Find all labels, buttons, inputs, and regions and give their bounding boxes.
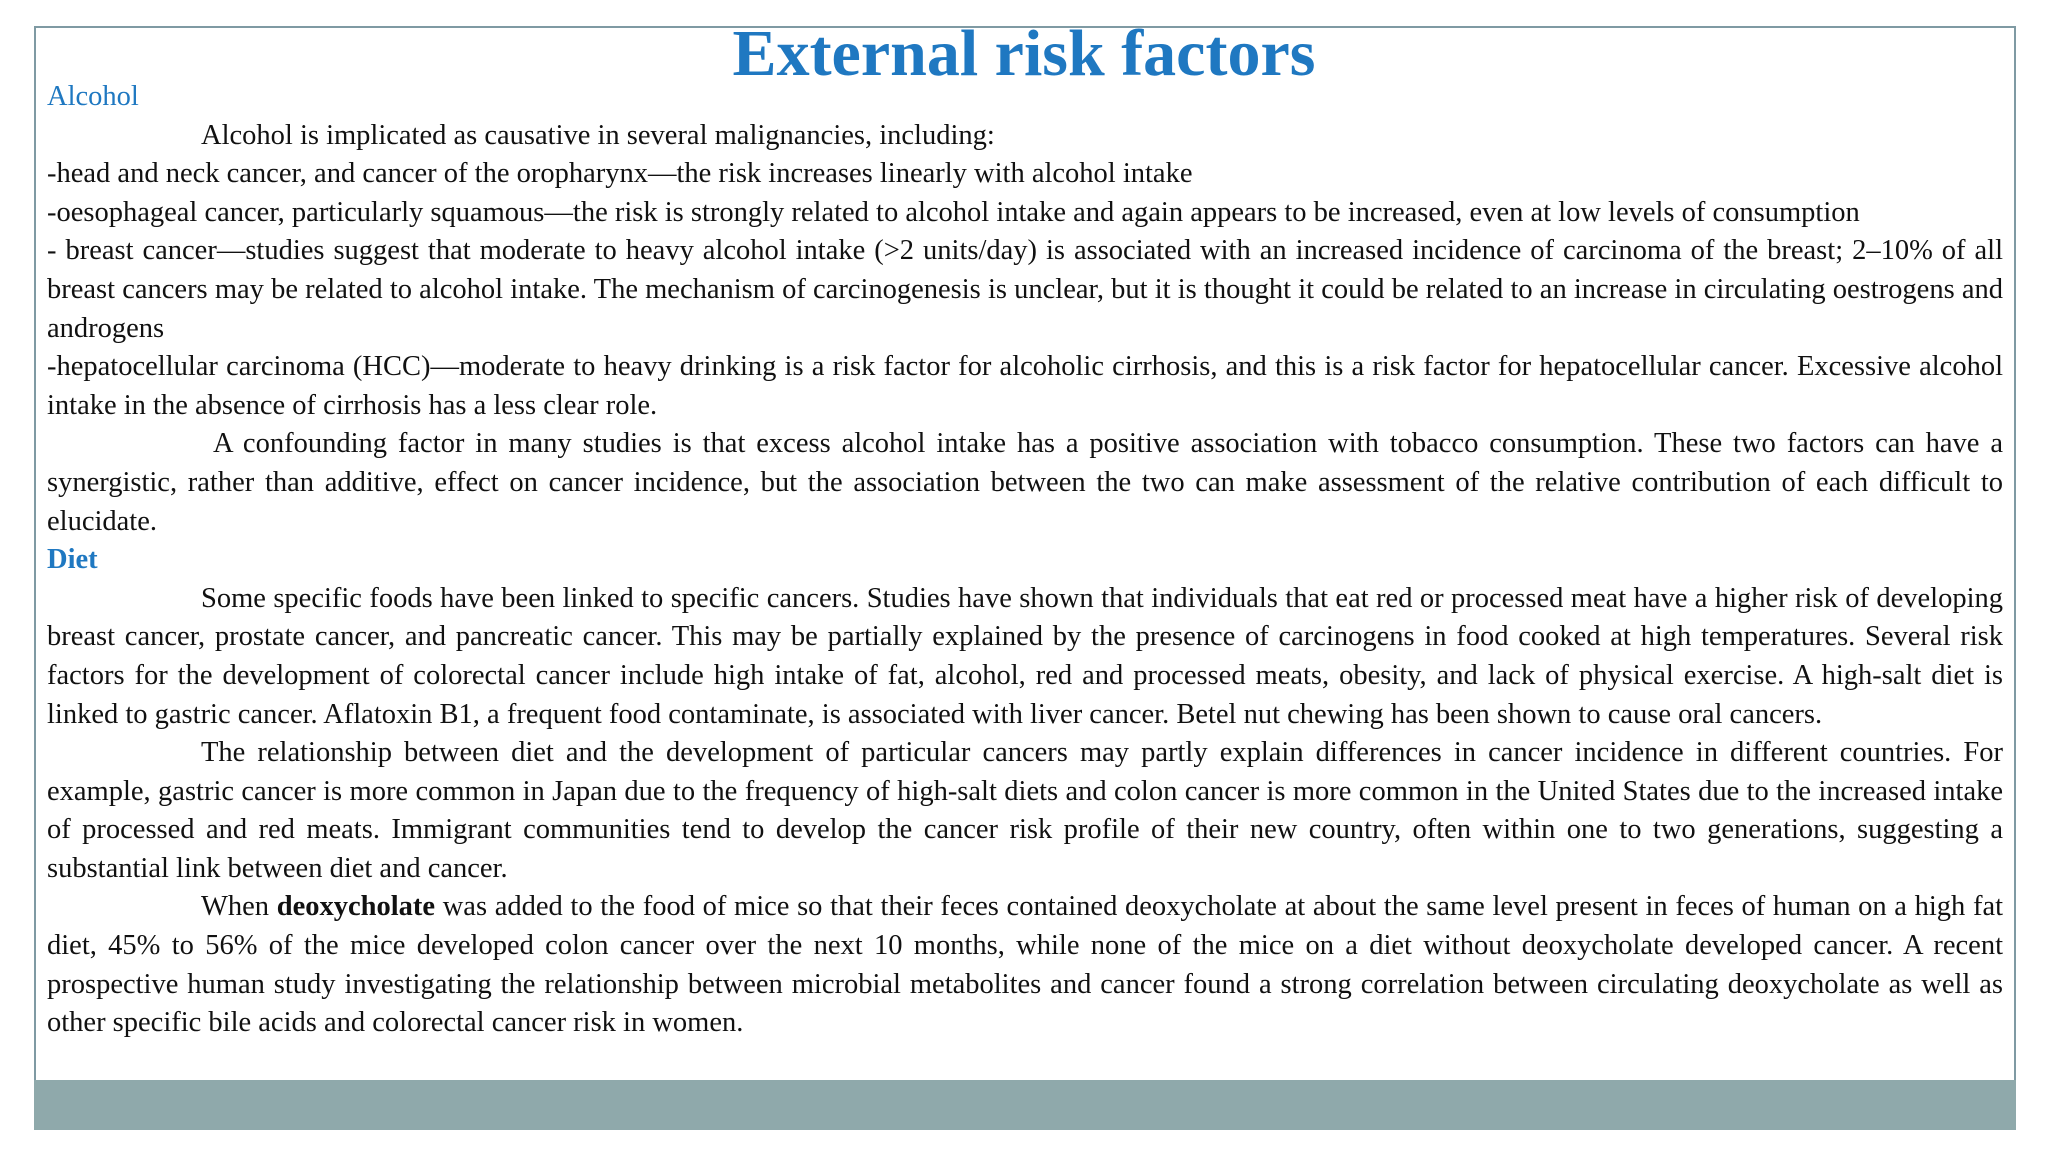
alcohol-item-oesophageal: -oesophageal cancer, particularly squamous—the risk is strongly related to alcohol intake and again appears to be increased, even at low levels of consumption: [47, 196, 1860, 228]
slide-body: [47, 78, 2003, 1043]
alcohol-intro: Alcohol is implicated as causative in several malignancies, including:: [201, 119, 995, 151]
deoxycholate-lead: When: [201, 891, 270, 923]
diet-paragraph-foods: Some specific foods have been linked to specific cancers. Studies have shown that individuals that eat red or processed meat have a higher risk of developing breast cancer, prostate cancer, and pancreatic cancer. This may be partially explained by the presence of carcinogens in food cooked at high temperatures. Several risk factors for the development of colorectal cancer include high intake of fat, alcohol, red and processed meats, obesity, and lack of physical exercise. A high-salt diet is linked to gastric cancer. Aflatoxin B1, a frequent food contaminate, is associated with liver cancer. Betel nut chewing has been shown to cause oral cancers.: [47, 582, 2003, 730]
diet-paragraph-countries: The relationship between diet and the development of particular cancers may partly explain differences in cancer incidence in different countries. For example, gastric cancer is more common in Japan due to the frequency of high-salt diets and colon cancer is more common in the United States due to the increased intake of processed and red meats. Immigrant communities tend to develop the cancer risk profile of their new country, often within one to two generations, suggesting a substantial link between diet and cancer.: [47, 737, 2003, 884]
deoxycholate-term: deoxycholate: [276, 891, 436, 923]
diet-heading: Diet: [47, 544, 98, 576]
diet-paragraph-deoxycholate: [47, 888, 2003, 1042]
alcohol-item-breast: - breast cancer—studies suggest that moderate to heavy alcohol intake (>2 units/day) is associated with an increased incidence of carcinoma of the breast; 2–10% of all breast cancers may be related to alcohol intake. The mechanism of carcinogenesis is unclear, but it is thought it could be related to an increase in circulating oestrogens and androgens: [47, 235, 2003, 344]
bottom-band: [34, 1080, 2016, 1130]
alcohol-confounding: A confounding factor in many studies is that excess alcohol intake has a positive association with tobacco consumption. These two factors can have a synergistic, rather than additive, effect on cancer incidence, but the association between the two can make assessment of the relative contribution of each difficult to elucidate.: [47, 428, 2003, 537]
slide-title: External risk factors: [732, 17, 1316, 90]
alcohol-item-head-neck: -head and neck cancer, and cancer of the oropharynx—the risk increases linearly with alcohol intake: [47, 158, 1193, 190]
alcohol-heading: Alcohol: [47, 81, 139, 112]
deoxycholate-rest: was added to the food of mice so that their feces contained deoxycholate at about the same level present in feces of human on a high fat diet, 45% to 56% of the mice developed colon cancer over the next 10 months, while none of the mice on a diet without deoxycholate developed cancer. A recent prospective human study investigating the relationship between microbial metabolites and cancer found a strong correlation between circulating deoxycholate as well as other specific bile acids and colorectal cancer risk in women.: [47, 891, 2004, 1039]
alcohol-item-hcc: -hepatocellular carcinoma (HCC)—moderate to heavy drinking is a risk factor for alcoholic cirrhosis, and this is a risk factor for hepatocellular cancer. Excessive alcohol intake in the absence of cirrhosis has a less clear role.: [47, 351, 2003, 421]
